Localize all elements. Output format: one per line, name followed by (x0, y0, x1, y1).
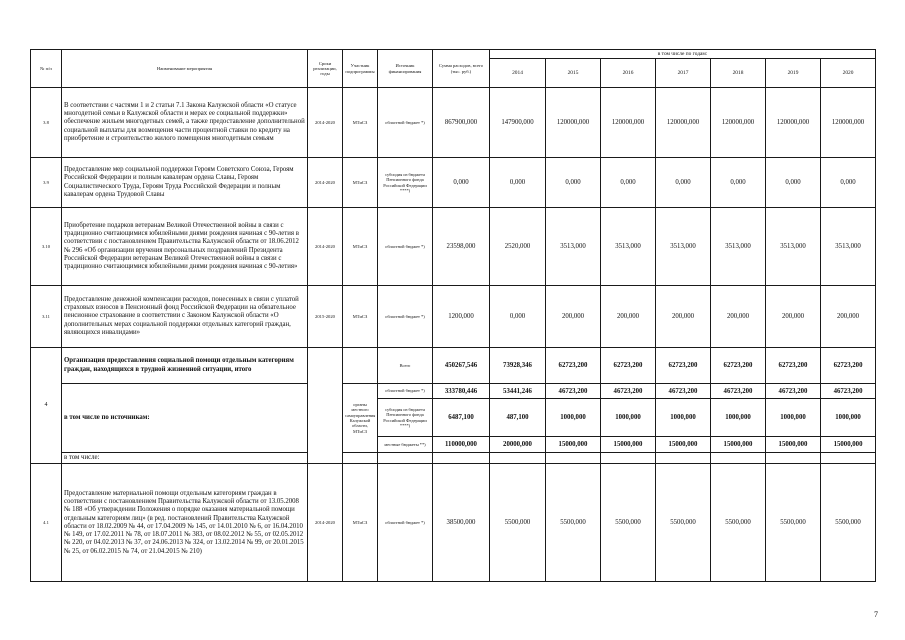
row-year-value: 200,000 (766, 286, 821, 348)
row-year-value: 0,000 (766, 158, 821, 208)
row-year-value: 53441,246 (490, 384, 546, 399)
row-year-value: 0,000 (490, 158, 546, 208)
row-source: областной бюджет *) (378, 88, 433, 158)
row-year-value: 200,000 (546, 286, 601, 348)
header-name: Наименование мероприятия (62, 50, 308, 88)
row-year-value: 15000,000 (546, 437, 601, 453)
row-year-value: 1000,000 (656, 399, 711, 437)
row-year-value: 5500,000 (766, 464, 821, 582)
empty-cell (490, 453, 546, 464)
program-expenditure-table (30, 49, 876, 582)
empty-cell (343, 453, 378, 464)
row-year-value: 0,000 (656, 158, 711, 208)
row-source: областной бюджет *) (378, 464, 433, 582)
row-total: 0,000 (433, 158, 490, 208)
header-row-1 (31, 50, 876, 59)
row-period: 2015-2020 (308, 286, 343, 348)
measure-name: В соответствии с частями 1 и 2 статьи 7.1 Закона Калужской области «О статусе многодетной семьи в Калужской области и мерах ее социальной поддержки» обеспечение жильем многодетных семей, а также предоставление дополнительной социальной выплаты для возмещения части процентной ставки по кредиту на приобретение и строительство жилого помещения многодетным семьям (62, 88, 308, 158)
header-year: 2017 (656, 59, 711, 88)
header-period: Сроки реализации, годы (308, 50, 343, 88)
row-year-value: 1000,000 (546, 399, 601, 437)
row-participant: органы местного самоуправления Калужской области, МТиСЗ (343, 384, 378, 453)
header-by-years: в том числе по годам: (490, 50, 876, 59)
header-year: 2019 (766, 59, 821, 88)
row-year-value: 147900,000 (490, 88, 546, 158)
row-year-value: 5500,000 (490, 464, 546, 582)
row-year-value: 120000,000 (656, 88, 711, 158)
row-source: Всего (378, 348, 433, 384)
row-year-value: 3513,000 (711, 208, 766, 286)
row-source: местные бюджеты **) (378, 437, 433, 453)
row-year-value: 15000,000 (711, 437, 766, 453)
row-year-value: 62723,200 (821, 348, 876, 384)
row-year-value: 15000,000 (821, 437, 876, 453)
empty-cell (766, 453, 821, 464)
row-year-value: 15000,000 (601, 437, 656, 453)
header-year: 2020 (821, 59, 876, 88)
row-year-value: 3513,000 (656, 208, 711, 286)
header-num: № п/п (31, 50, 62, 88)
header-participant: Участник подпрограммы (343, 50, 378, 88)
row-year-value: 0,000 (601, 158, 656, 208)
row-year-value: 62723,200 (546, 348, 601, 384)
page-number: 7 (874, 610, 878, 619)
row-period: 2014-2020 (308, 464, 343, 582)
sources-label: в том числе по источникам: (62, 384, 308, 453)
row-total: 38500,000 (433, 464, 490, 582)
row-source: областной бюджет *) (378, 208, 433, 286)
row-number: 3.9 (31, 158, 62, 208)
row-total: 1200,000 (433, 286, 490, 348)
row-year-value: 200,000 (656, 286, 711, 348)
empty-cell (601, 453, 656, 464)
row-year-value: 487,100 (490, 399, 546, 437)
table-row-4-total (31, 348, 876, 384)
row-year-value: 62723,200 (711, 348, 766, 384)
row-participant: МТиСЗ (343, 158, 378, 208)
row-year-value: 120000,000 (601, 88, 656, 158)
row-year-value: 46723,200 (546, 384, 601, 399)
row-year-value: 5500,000 (711, 464, 766, 582)
row-participant: МТиСЗ (343, 208, 378, 286)
row-year-value: 46723,200 (656, 384, 711, 399)
header-year: 2015 (546, 59, 601, 88)
row-year-value: 15000,000 (766, 437, 821, 453)
row-number: 3.11 (31, 286, 62, 348)
row-year-value: 46723,200 (601, 384, 656, 399)
empty-cell (656, 453, 711, 464)
row-year-value: 1000,000 (766, 399, 821, 437)
row-year-value: 1000,000 (711, 399, 766, 437)
row-year-value: 46723,200 (766, 384, 821, 399)
row-year-value: 120000,000 (711, 88, 766, 158)
header-year: 2016 (601, 59, 656, 88)
row-source: субсидия из бюджета Пенсионного фонда Российской Федерации ****) (378, 399, 433, 437)
empty-cell (378, 453, 433, 464)
row-source: областной бюджет *) (378, 384, 433, 399)
row-total: 450267,546 (433, 348, 490, 384)
row-number: 4 (31, 348, 62, 464)
row-year-value: 1000,000 (601, 399, 656, 437)
measure-name: Предоставление денежной компенсации расходов, понесенных в связи с уплатой страховых взносов в Пенсионный фонд Российской Федерации на обязательное пенсионное страхование в соответствии с Законом Калужской области «О дополнительных мерах социальной поддержки отдельных категорий граждан, являющихся инвалидами» (62, 286, 308, 348)
row-participant: МТиСЗ (343, 464, 378, 582)
row-year-value: 120000,000 (546, 88, 601, 158)
row-year-value: 200,000 (601, 286, 656, 348)
row-total: 867900,000 (433, 88, 490, 158)
header-source: Источник финансирования (378, 50, 433, 88)
row-year-value: 5500,000 (656, 464, 711, 582)
measure-name: Предоставление материальной помощи отдельным категориям граждан в соответствии с постановлением Правительства Калужской области от 13.05.2008 № 188 «Об утверждении Положения о порядке оказания материальной помощи отдельным категориям лиц» (в ред. постановлений Правительства Калужской области от 18.02.2009 № 44, от 17.04.2009 № 145, от 14.01.2010 № 6, от 16.04.2010 № 149, от 17.02.2011 № 78, от 18.07.2011 № 383, от 08.02.2012 № 55, от 02.05.2012 № 220, от 04.02.2013 № 37, от 24.06.2013 № 324, от 13.02.2014 № 99, от 20.01.2015 № 25, от 06.02.2015 № 74, от 21.04.2015 № 210) (62, 464, 308, 582)
row-number: 3.8 (31, 88, 62, 158)
row-year-value: 62723,200 (766, 348, 821, 384)
measure-name: Предоставление мер социальной поддержки Героям Советского Союза, Героям Российской Федерации и полным кавалерам ордена Славы, Героям Социалистического Труда, Героям Труда Российской Федерации и полным кавалерам ордена Трудовой Славы (62, 158, 308, 208)
empty-cell (821, 453, 876, 464)
row-year-value: 3513,000 (601, 208, 656, 286)
row-year-value: 3513,000 (821, 208, 876, 286)
row-period: 2014-2020 (308, 208, 343, 286)
table-row-4-regional (31, 384, 876, 399)
row-year-value: 2520,000 (490, 208, 546, 286)
measure-name: Организация предоставления социальной помощи отдельным категориям граждан, находящихся в трудной жизненной ситуации, итого (62, 348, 308, 384)
row-source: областной бюджет *) (378, 286, 433, 348)
table-row-3-8 (31, 88, 876, 158)
row-source: субсидия из бюджета Пенсионного фонда Российской Федерации ****) (378, 158, 433, 208)
row-year-value: 62723,200 (656, 348, 711, 384)
row-year-value: 73928,346 (490, 348, 546, 384)
header-total: Сумма расходов, всего (тыс. руб.) (433, 50, 490, 88)
header-year: 2014 (490, 59, 546, 88)
empty-cell (711, 453, 766, 464)
row-year-value: 0,000 (490, 286, 546, 348)
measure-name: Приобретение подарков ветеранам Великой Отечественной войны в связи с традиционно считающимися юбилейными днями рождения начиная с 90-летия в соответствии с постановлением Правительства Калужской области от 18.06.2012 № 296 «Об организации вручения персональных поздравлений Президента Российской Федерации ветеранам Великой Отечественной войны в связи с традиционно считающимися юбилейными днями рождения начиная с 90-летия» (62, 208, 308, 286)
row-year-value: 62723,200 (601, 348, 656, 384)
row-year-value: 0,000 (546, 158, 601, 208)
program-table-sheet (30, 49, 876, 582)
row-year-value: 46723,200 (821, 384, 876, 399)
row-period: 2014-2020 (308, 158, 343, 208)
row-year-value: 20000,000 (490, 437, 546, 453)
row-year-value: 15000,000 (656, 437, 711, 453)
row-year-value: 46723,200 (711, 384, 766, 399)
row-total: 110000,000 (433, 437, 490, 453)
row-participant: МТиСЗ (343, 286, 378, 348)
table-row-3-11 (31, 286, 876, 348)
row-total: 23598,000 (433, 208, 490, 286)
row-participant-blank (343, 348, 378, 384)
row-number: 4.1 (31, 464, 62, 582)
table-row-4-1 (31, 464, 876, 582)
table-row-3-10 (31, 208, 876, 286)
row-year-value: 5500,000 (601, 464, 656, 582)
table-row-4-including (31, 453, 876, 464)
row-period: 2014-2020 (308, 88, 343, 158)
row-year-value: 0,000 (711, 158, 766, 208)
row-year-value: 3513,000 (766, 208, 821, 286)
empty-cell (433, 453, 490, 464)
row-year-value: 200,000 (711, 286, 766, 348)
row-year-value: 5500,000 (546, 464, 601, 582)
empty-cell (546, 453, 601, 464)
row-total: 6487,100 (433, 399, 490, 437)
including-label: в том числе: (62, 453, 308, 464)
header-year: 2018 (711, 59, 766, 88)
row-year-value: 120000,000 (821, 88, 876, 158)
row-year-value: 5500,000 (821, 464, 876, 582)
row-year-value: 120000,000 (766, 88, 821, 158)
row-year-value: 3513,000 (546, 208, 601, 286)
table-row-3-9 (31, 158, 876, 208)
row-number: 3.10 (31, 208, 62, 286)
row-year-value: 1000,000 (821, 399, 876, 437)
row-total: 333780,446 (433, 384, 490, 399)
row-period (308, 348, 343, 464)
row-year-value: 200,000 (821, 286, 876, 348)
row-year-value: 0,000 (821, 158, 876, 208)
row-participant: МТиСЗ (343, 88, 378, 158)
